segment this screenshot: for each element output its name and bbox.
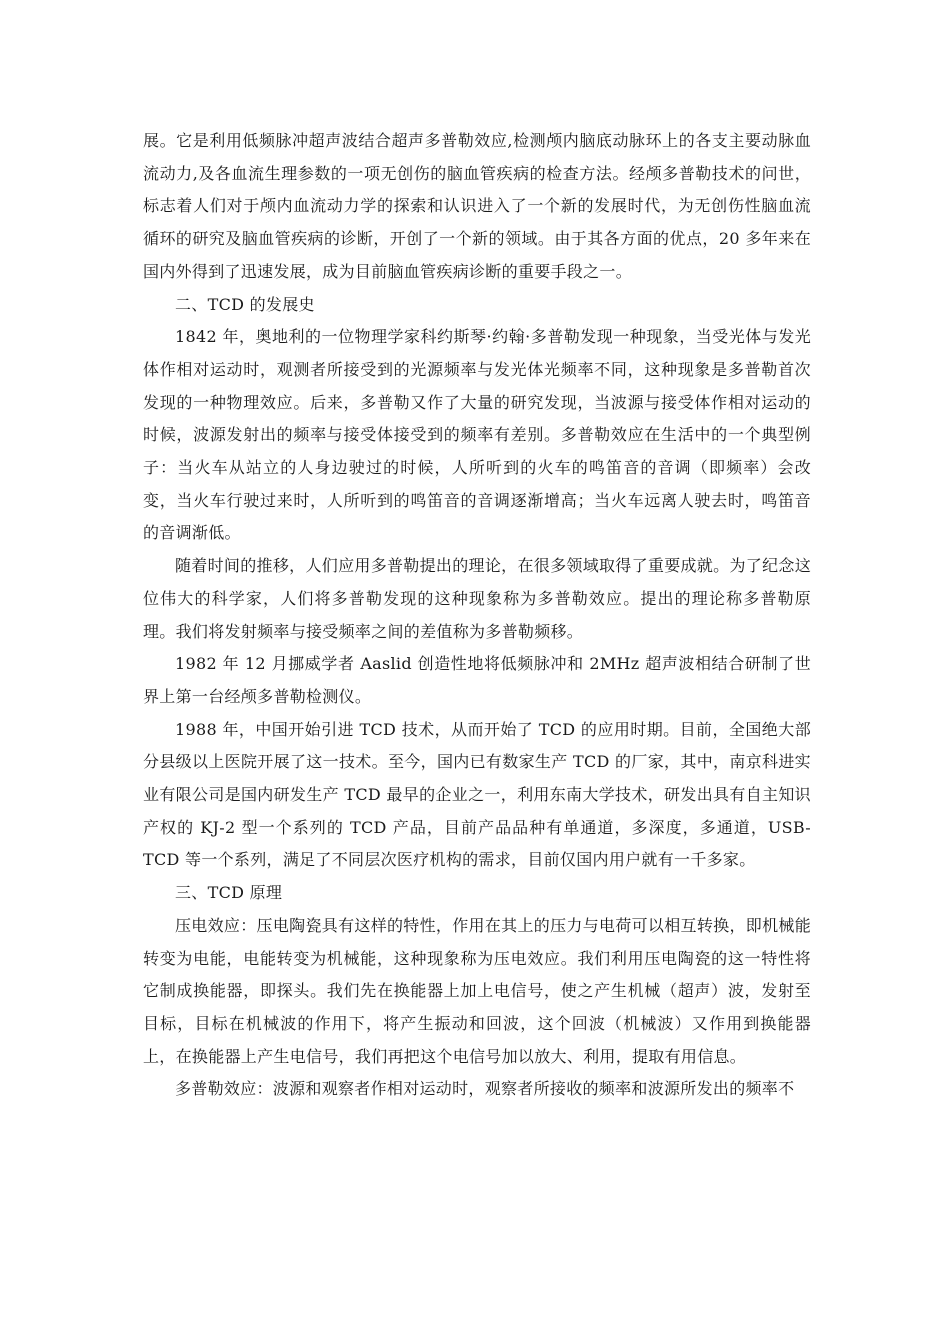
- paragraph-china-1988: 1988 年，中国开始引进 TCD 技术，从而开始了 TCD 的应用时期。目前，全国绝大部分县级以上医院开展了这一技术。至今，国内已有数家生产 TCD 的厂家，其中，南京科进实业有限公司是国内研发生产 TCD 最早的企业之一，利用东南大学技术，研发出具有自主知识产权的 KJ-2 型一个系列的 TCD 产品，目前产品品种有单通道，多深度，多通道，USB-TCD 等一个系列，满足了不同层次医疗机构的需求，目前仅国内用户就有一千多家。: [143, 719, 811, 870]
- section-heading-tcd-history: 二、TCD 的发展史: [175, 294, 315, 314]
- paragraph-doppler-discovery: 1842 年，奥地利的一位物理学家科约斯琴·约翰·多普勒发现一种现象，当受光体与发光体作相对运动时，观测者所接受到的光源频率与发光体光频率不同，这种现象是多普勒首次发现的一种物理效应。后来，多普勒又作了大量的研究发现，当波源与接受体作相对运动的时候，波源发射出的频率与接受体接受到的频率有差别。多普勒效应在生活中的一个典型例子：当火车从站立的人身边驶过的时候，人所听到的火车的鸣笛音的音调（即频率）会改变，当火车行驶过来时，人所听到的鸣笛音的音调逐渐增高；当火车远离人驶去时，鸣笛音的音调渐低。: [143, 327, 811, 543]
- section-heading-tcd-principle: 三、TCD 原理: [175, 883, 283, 903]
- paragraph-doppler-effect: 多普勒效应：波源和观察者作相对运动时，观察者所接收的频率和波源所发出的频率不: [175, 1079, 795, 1099]
- paragraph-piezoelectric-effect: 压电效应：压电陶瓷具有这样的特性，作用在其上的压力与电荷可以相互转换，即机械能转变为电能，电能转变为机械能，这种现象称为压电效应。我们利用压电陶瓷的这一特性将它制成换能器，即探头。我们先在换能器上加上电信号，使之产生机械（超声）波，发射至目标，目标在机械波的作用下，将产生振动和回波，这个回波（机械波）又作用到换能器上，在换能器上产生电信号，我们再把这个电信号加以放大、利用，提取有用信息。: [143, 915, 811, 1066]
- document-body: [143, 125, 811, 1106]
- paragraph-intro-continuation: 展。它是利用低频脉冲超声波结合超声多普勒效应,检测颅内脑底动脉环上的各支主要动脉血流动力,及各血流生理参数的一项无创伤的脑血管疾病的检查方法。经颅多普勒技术的问世，标志着人们对于颅内血流动力学的探索和认识进入了一个新的发展时代，为无创伤性脑血流循环的研究及脑血管疾病的诊断，开创了一个新的领域。由于其各方面的优点，20 多年来在国内外得到了迅速发展，成为目前脑血管疾病诊断的重要手段之一。: [143, 131, 811, 281]
- paragraph-doppler-principle: 随着时间的推移，人们应用多普勒提出的理论，在很多领域取得了重要成就。为了纪念这位伟大的科学家，人们将多普勒发现的这种现象称为多普勒效应。提出的理论称多普勒原理。我们将发射频率与接受频率之间的差值称为多普勒频移。: [143, 556, 811, 641]
- paragraph-aaslid-1982: 1982 年 12 月挪威学者 Aaslid 创造性地将低频脉冲和 2MHz 超声波相结合研制了世界上第一台经颅多普勒检测仪。: [143, 654, 811, 706]
